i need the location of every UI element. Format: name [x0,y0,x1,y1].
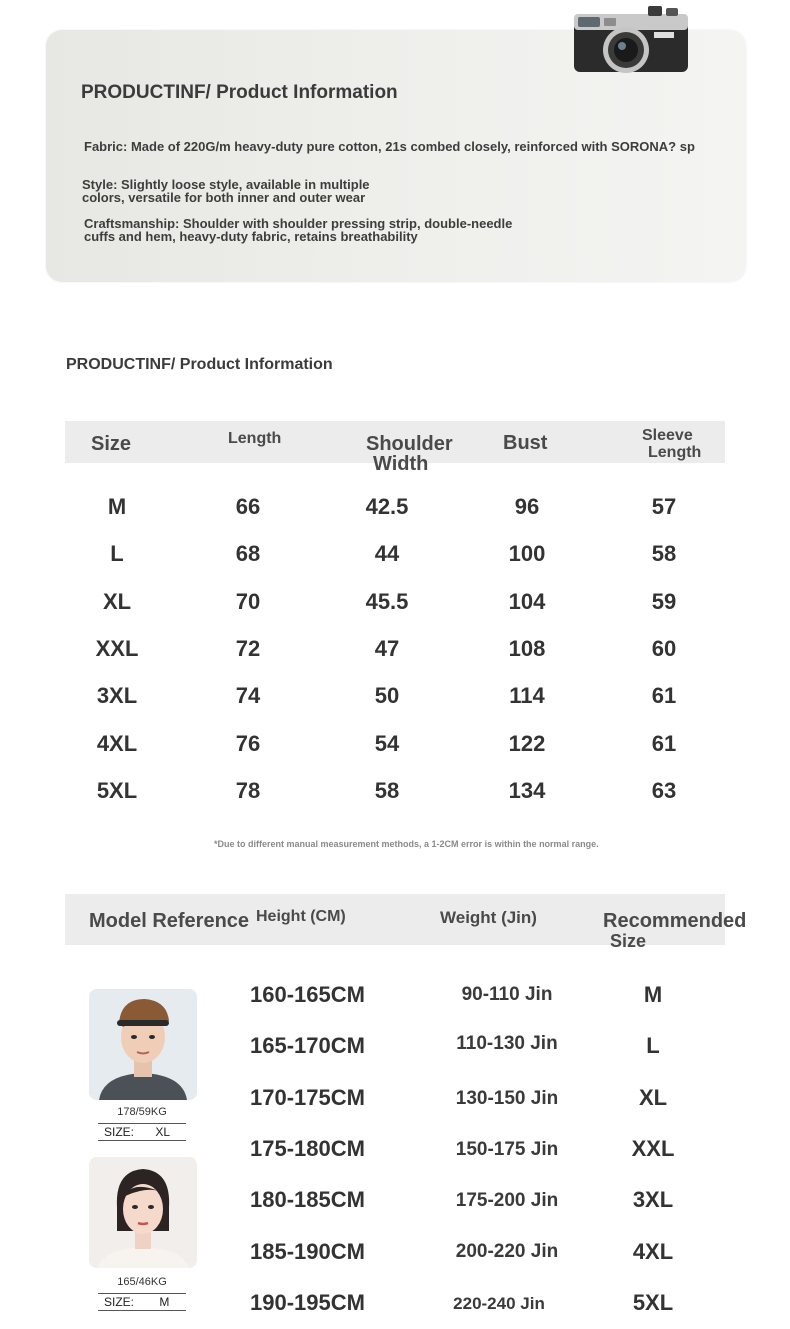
length-cell: 76 [235,731,261,756]
header-recommended-size: Size [610,931,647,951]
female-model-portrait-icon [89,1157,197,1268]
male-model-size-value: XL [155,1125,171,1139]
style-text-line1: Style: Slightly loose style, available in multiple [82,177,370,192]
sleeve-cell: 63 [651,778,677,803]
header-shoulder: Shoulder [366,433,453,455]
female-model-photo [89,1157,197,1268]
length-cell: 72 [235,636,261,661]
header-sleeve: Sleeve [642,427,693,444]
sleeve-cell: 61 [651,731,677,756]
length-cell: 68 [235,541,261,566]
recommended-size-cell: XL [638,1085,668,1110]
shoulder-cell: 44 [374,541,400,566]
style-text-line2: colors, versatile for both inner and outer wear [82,190,366,205]
height-cell: 180-185CM [250,1187,365,1212]
header-height: Height (CM) [256,908,346,925]
weight-cell: 200-220 Jin [455,1241,559,1262]
height-cell: 170-175CM [250,1085,365,1110]
craft-text-line2: cuffs and hem, heavy-duty fabric, retains breathability [84,229,418,244]
male-model-size-label: SIZE: [104,1125,135,1139]
sleeve-cell: 58 [651,541,677,566]
size-cell: L [110,541,124,566]
weight-cell: 220-240 Jin [453,1294,545,1313]
header-weight: Weight (Jin) [440,908,537,927]
fabric-text: Fabric: Made of 220G/m heavy-duty pure cotton, 21s combed closely, reinforced with SORONA? sp [84,139,695,154]
female-model-size-box [98,1293,186,1311]
header-shoulder-width: Width [373,453,429,475]
size-cell: 4XL [96,731,138,756]
sleeve-cell: 60 [651,636,677,661]
male-model-size-box [98,1123,186,1141]
header-size: Size [91,433,132,455]
recommended-size-cell: XXL [631,1136,675,1161]
height-cell: 165-170CM [250,1033,365,1058]
weight-cell: 150-175 Jin [455,1139,559,1160]
size-section-title: PRODUCTINF/ Product Information [66,356,333,373]
length-cell: 66 [235,494,261,519]
recommended-size-cell: 3XL [632,1187,674,1212]
shoulder-cell: 58 [374,778,400,803]
male-model-portrait-icon [89,989,197,1100]
weight-cell: 130-150 Jin [455,1088,559,1109]
length-cell: 78 [235,778,261,803]
sleeve-cell: 61 [651,683,677,708]
header-bust: Bust [503,432,548,454]
male-model-photo [89,989,197,1100]
size-cell: 3XL [96,683,138,708]
header-model-reference: Model Reference [89,910,250,932]
header-sleeve-length: Length [648,444,702,461]
header-recommended: Recommended [603,910,747,932]
bust-cell: 100 [508,541,546,566]
recommended-size-cell: M [643,982,663,1007]
sleeve-cell: 59 [651,589,677,614]
height-cell: 190-195CM [250,1290,365,1315]
bust-cell: 114 [509,683,545,708]
size-cell: XXL [95,636,139,661]
male-model-stats: 178/59KG [117,1106,167,1118]
bust-cell: 122 [508,731,546,756]
camera-icon [570,2,692,84]
header-length: Length [228,430,282,447]
shoulder-cell: 50 [374,683,400,708]
card-title: PRODUCTINF/ Product Information [81,82,398,103]
height-cell: 175-180CM [250,1136,365,1161]
female-model-size-label: SIZE: [104,1295,135,1309]
recommended-size-cell: 5XL [632,1290,674,1315]
bust-cell: 96 [514,494,540,519]
craft-text-line1: Craftsmanship: Shoulder with shoulder pressing strip, double-needle [84,216,513,231]
length-cell: 70 [235,589,261,614]
recommended-size-cell: L [646,1033,660,1058]
shoulder-cell: 54 [374,731,400,756]
weight-cell: 175-200 Jin [455,1190,559,1211]
size-cell: M [107,494,127,519]
height-cell: 185-190CM [250,1239,365,1264]
sleeve-cell: 57 [651,494,677,519]
weight-cell: 110-130 Jin [456,1033,558,1054]
female-model-stats: 165/46KG [117,1276,167,1288]
recommended-size-cell: 4XL [632,1239,674,1264]
shoulder-cell: 47 [374,636,400,661]
bust-cell: 108 [508,636,546,661]
bust-cell: 104 [508,589,546,614]
measurement-note: *Due to different manual measurement methods, a 1-2CM error is within the normal range. [214,839,599,849]
size-cell: 5XL [96,778,138,803]
size-cell: XL [102,589,132,614]
length-cell: 74 [235,683,261,708]
shoulder-cell: 42.5 [365,494,409,519]
female-model-size-value: M [159,1295,170,1309]
weight-cell: 90-110 Jin [461,984,553,1005]
bust-cell: 134 [508,778,546,803]
height-cell: 160-165CM [250,982,365,1007]
shoulder-cell: 45.5 [365,589,409,614]
